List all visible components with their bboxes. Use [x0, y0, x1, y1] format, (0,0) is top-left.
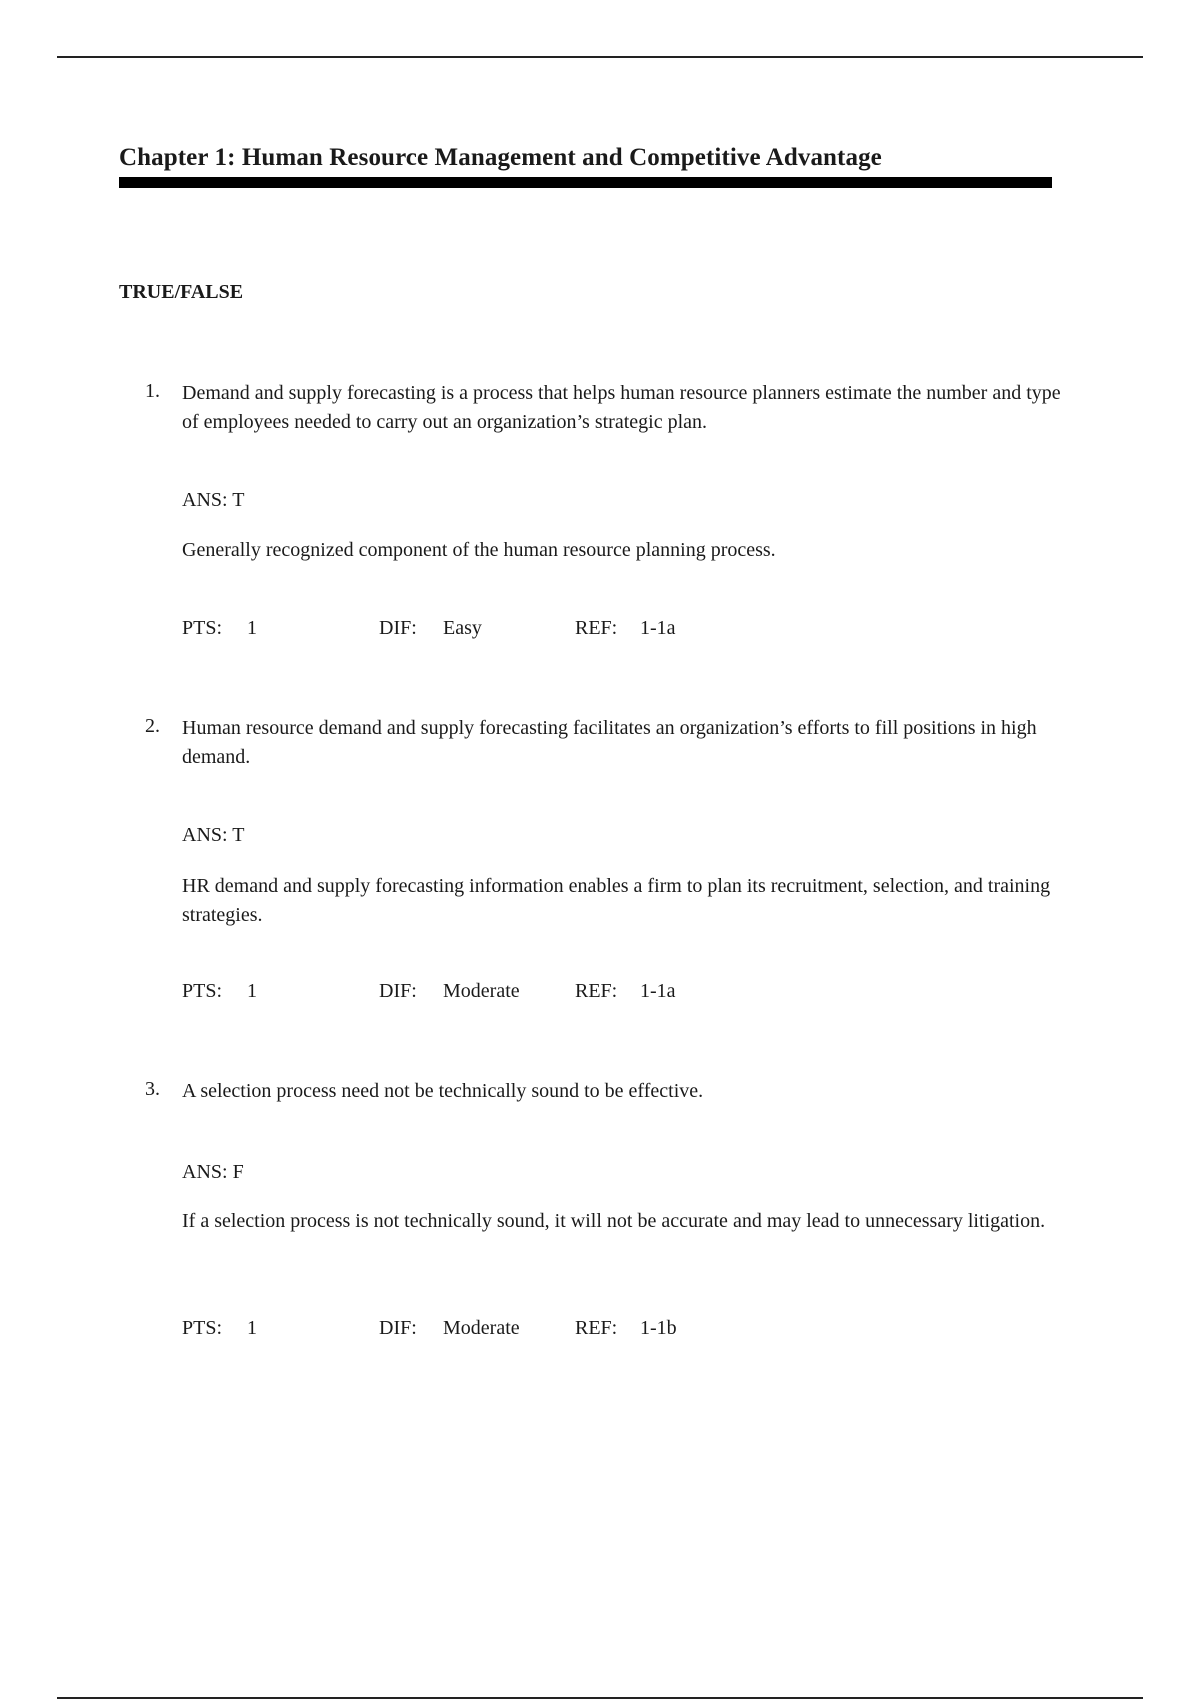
section-heading: TRUE/FALSE	[119, 281, 244, 303]
chapter-title: Chapter 1: Human Resource Management and Competitive Advantage	[119, 144, 882, 171]
top-rule	[57, 56, 1143, 58]
answer-rationale: HR demand and supply forecasting information enables a firm to plan its recruitment, selection, and training strategies.	[182, 875, 1051, 926]
pts-label: PTS:	[182, 980, 223, 1002]
ref-label: REF:	[575, 1317, 618, 1339]
pts-label: PTS:	[182, 1317, 223, 1339]
answer-line: ANS: T	[182, 824, 245, 846]
pts-value: 1	[247, 1317, 257, 1339]
question-text: Human resource demand and supply forecasting facilitates an organization’s efforts to fill positions in high demand.	[182, 717, 1037, 768]
question-meta-row	[182, 980, 882, 1008]
question-meta-row	[182, 617, 882, 645]
answer-rationale: If a selection process is not technically sound, it will not be accurate and may lead to unnecessary litigation.	[182, 1210, 1046, 1232]
ref-label: REF:	[575, 980, 618, 1002]
pts-value: 1	[247, 617, 257, 639]
dif-label: DIF:	[379, 1317, 417, 1339]
dif-value: Moderate	[443, 980, 520, 1002]
pts-value: 1	[247, 980, 257, 1002]
dif-label: DIF:	[379, 980, 417, 1002]
question-meta-row	[182, 1317, 882, 1345]
dif-value: Moderate	[443, 1317, 520, 1339]
pts-label: PTS:	[182, 617, 223, 639]
question-number: 3.	[145, 1078, 160, 1100]
dif-value: Easy	[443, 617, 482, 639]
ref-value: 1-1a	[640, 617, 676, 639]
bottom-rule	[57, 1697, 1143, 1699]
ref-value: 1-1a	[640, 980, 676, 1002]
dif-label: DIF:	[379, 617, 417, 639]
question-number: 1.	[145, 380, 160, 402]
question-text: A selection process need not be technically sound to be effective.	[182, 1080, 704, 1102]
answer-line: ANS: T	[182, 489, 245, 511]
ref-value: 1-1b	[640, 1317, 677, 1339]
question-number: 2.	[145, 715, 160, 737]
answer-rationale: Generally recognized component of the human resource planning process.	[182, 539, 776, 561]
ref-label: REF:	[575, 617, 618, 639]
question-text: Demand and supply forecasting is a process that helps human resource planners estimate the number and type of employees needed to carry out an organization’s strategic plan.	[182, 382, 1061, 433]
title-underline-bar	[119, 177, 1052, 188]
answer-line: ANS: F	[182, 1161, 244, 1183]
